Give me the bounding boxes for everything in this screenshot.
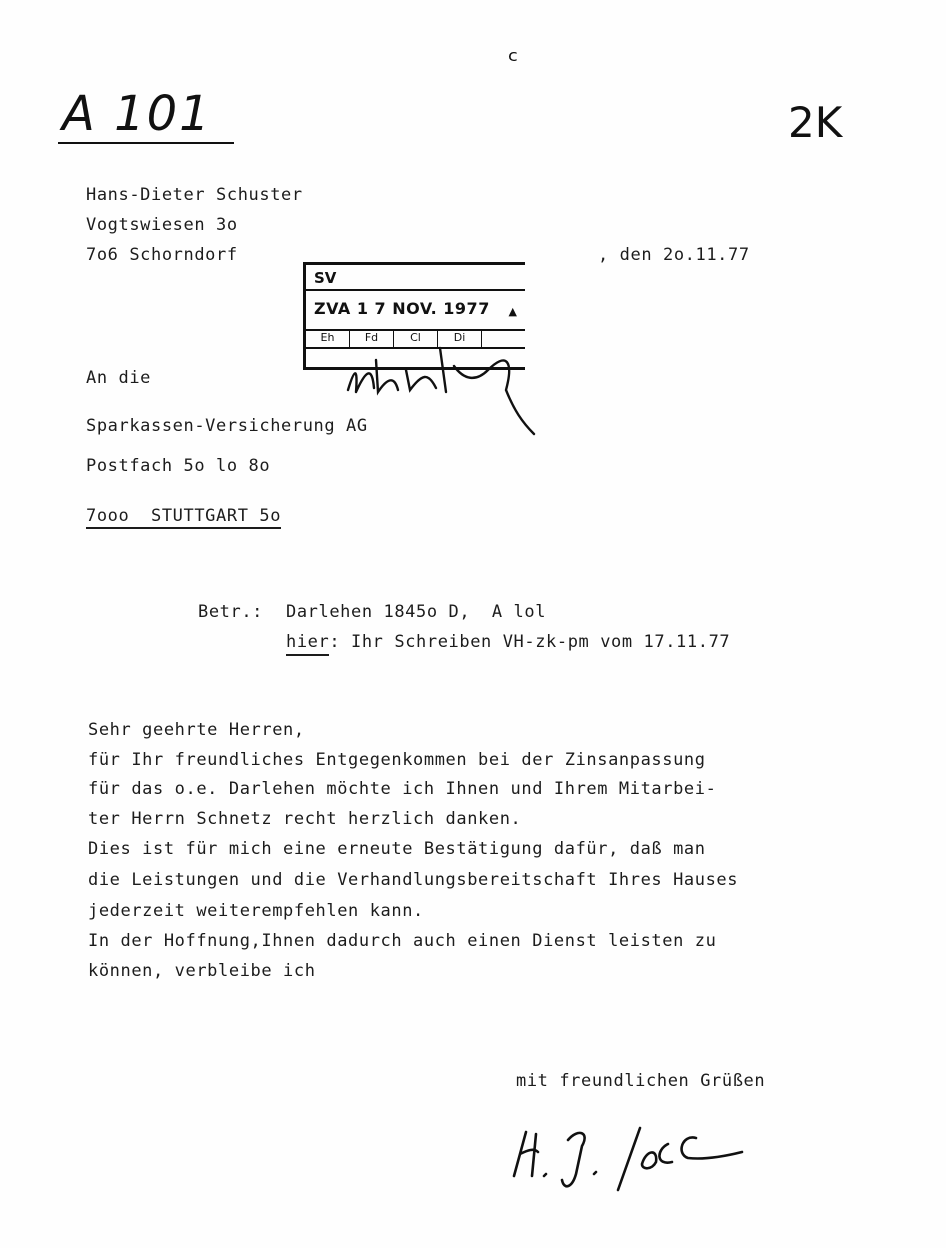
sender-street: Vogtswiesen 3o xyxy=(86,215,238,235)
sender-name: Hans-Dieter Schuster xyxy=(86,185,303,205)
body-line: ter Herrn Schnetz recht herzlich danken. xyxy=(88,809,522,829)
subject-label: Betr.: xyxy=(198,602,264,622)
closing: mit freundlichen Grüßen xyxy=(516,1071,766,1091)
signature xyxy=(506,1104,756,1196)
body-line: In der Hoffnung,Ihnen dadurch auch einen Dienst leisten zu xyxy=(88,931,717,951)
recipient-city: 7ooo STUTTGART 5o xyxy=(86,508,281,529)
subject-hier: hier xyxy=(286,632,329,656)
body-line: jederzeit weiterempfehlen kann. xyxy=(88,901,424,921)
stamp-arrow-icon: ▲ xyxy=(508,305,517,318)
salutation: Sehr geehrte Herren, xyxy=(88,720,305,740)
file-reference: A 101 xyxy=(62,86,212,142)
sender-city: 7o6 Schorndorf xyxy=(86,245,238,265)
body-line: die Leistungen und die Verhandlungsbereitschaft Ihres Hauses xyxy=(88,870,739,890)
stamp-cell: Di xyxy=(438,331,482,347)
recipient-prefix: An die xyxy=(86,368,152,388)
subject-line1: Darlehen 1845o D, A lol xyxy=(286,602,547,622)
body-line: für Ihr freundliches Entgegenkommen bei der Zinsanpassung xyxy=(88,750,706,770)
stamp-cell: Eh xyxy=(306,331,350,347)
body-line: Dies ist für mich eine erneute Bestätigung dafür, daß man xyxy=(88,839,706,859)
stamp-received-date: ZVA 1 7 NOV. 1977 xyxy=(314,299,490,318)
stamp-department: SV xyxy=(314,269,337,287)
corner-mark: 2K xyxy=(788,98,843,147)
stamp-cell: Fd xyxy=(350,331,394,347)
letter-date: , den 2o.11.77 xyxy=(598,245,750,265)
file-reference-underline xyxy=(58,142,234,144)
initials-mark: ᶜ xyxy=(508,44,519,77)
subject-line2 xyxy=(286,634,730,651)
recipient-postbox: Postfach 5o lo 8o xyxy=(86,456,271,476)
body-line: können, verbleibe ich xyxy=(88,961,316,981)
recipient-company: Sparkassen-Versicherung AG xyxy=(86,416,368,436)
stamp-cell: Cl xyxy=(394,331,438,347)
subject-reference: : Ihr Schreiben VH-zk-pm vom 17.11.77 xyxy=(329,632,731,652)
body-line: für das o.e. Darlehen möchte ich Ihnen und Ihrem Mitarbei- xyxy=(88,779,717,799)
